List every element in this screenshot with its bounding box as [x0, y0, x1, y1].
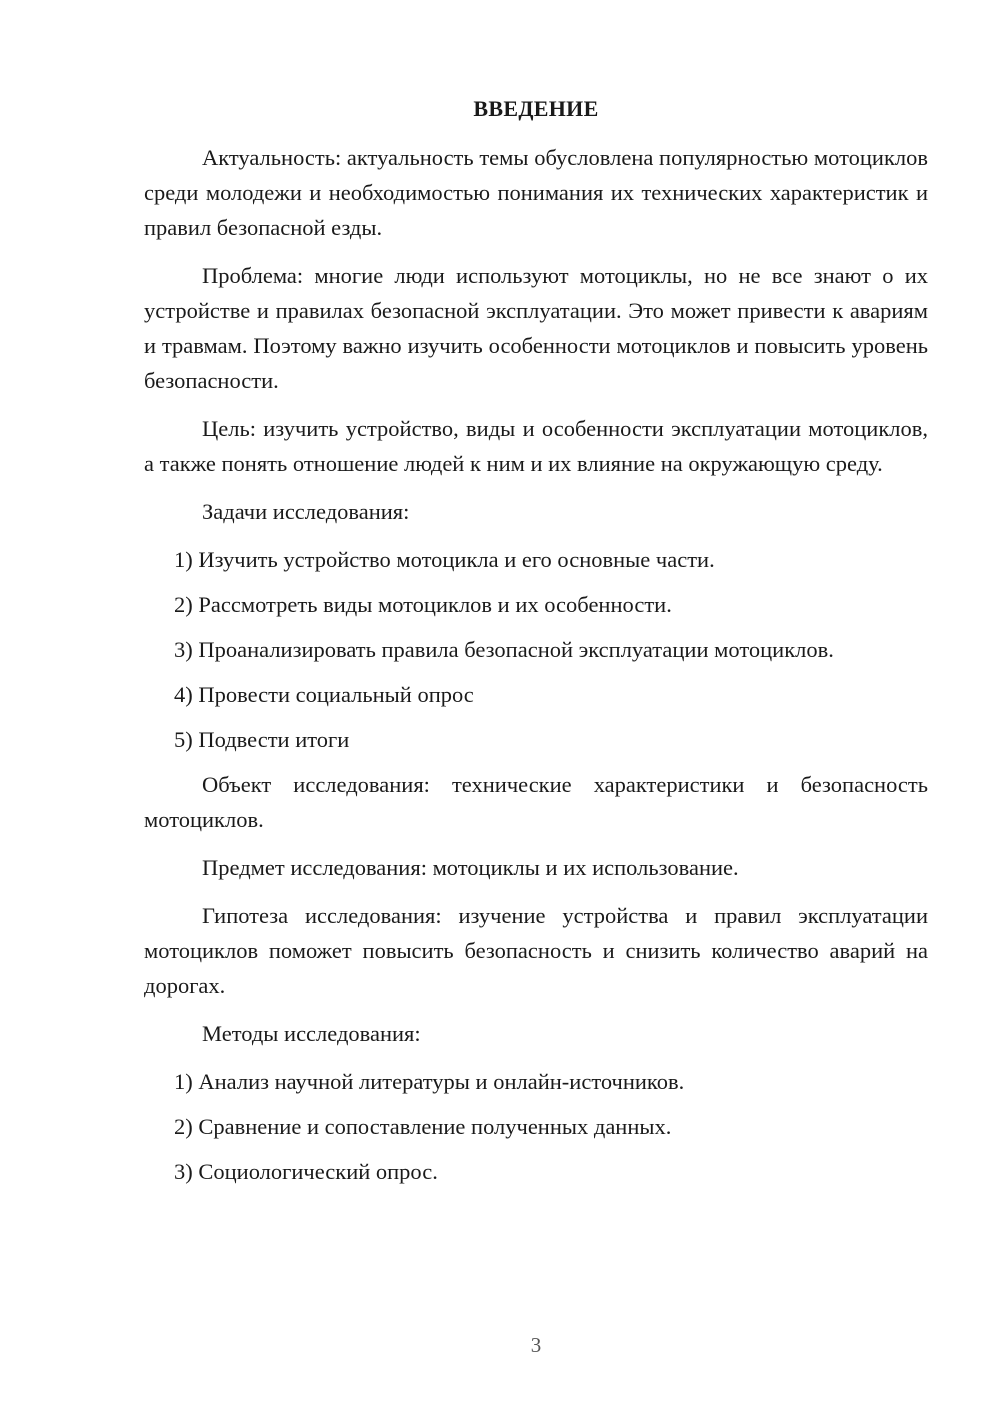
object-paragraph: Объект исследования: технические характеристики и безопасность мотоциклов.: [144, 772, 928, 832]
page-number: 3: [530, 1333, 542, 1357]
list-item: 5) Подвести итоги: [174, 727, 350, 752]
list-item: 4) Провести социальный опрос: [174, 682, 474, 707]
tasks-list: [144, 542, 928, 757]
list-item: 1) Изучить устройство мотоцикла и его основные части.: [174, 547, 715, 572]
subject-paragraph: Предмет исследования: мотоциклы и их использование.: [202, 855, 739, 880]
list-item: 2) Рассмотреть виды мотоциклов и их особенности.: [174, 592, 672, 617]
methods-list: [144, 1064, 928, 1189]
tasks-heading: Задачи исследования:: [202, 499, 410, 524]
problem-paragraph: Проблема: многие люди используют мотоциклы, но не все знают о их устройстве и правилах безопасной эксплуатации. Это может привести к авариям и травмам. Поэтому важно изучить особенности мотоциклов и повысить уровень безопасности.: [144, 263, 928, 393]
list-item: 3) Социологический опрос.: [174, 1159, 438, 1184]
page-title: ВВЕДЕНИЕ: [473, 96, 599, 121]
list-item: 3) Проанализировать правила безопасной эксплуатации мотоциклов.: [174, 637, 834, 662]
hypothesis-paragraph: Гипотеза исследования: изучение устройства и правил эксплуатации мотоциклов поможет повысить безопасность и снизить количество аварий на дорогах.: [144, 903, 928, 998]
document-body: [144, 140, 928, 1199]
list-item: 2) Сравнение и сопоставление полученных данных.: [174, 1114, 672, 1139]
list-item: 1) Анализ научной литературы и онлайн-источников.: [174, 1069, 685, 1094]
relevance-paragraph: Актуальность: актуальность темы обусловлена популярностью мотоциклов среди молодежи и необходимостью понимания их технических характеристик и правил безопасной езды.: [144, 145, 928, 240]
methods-heading: Методы исследования:: [202, 1021, 421, 1046]
goal-paragraph: Цель: изучить устройство, виды и особенности эксплуатации мотоциклов, а также понять отношение людей к ним и их влияние на окружающую среду.: [144, 416, 928, 476]
